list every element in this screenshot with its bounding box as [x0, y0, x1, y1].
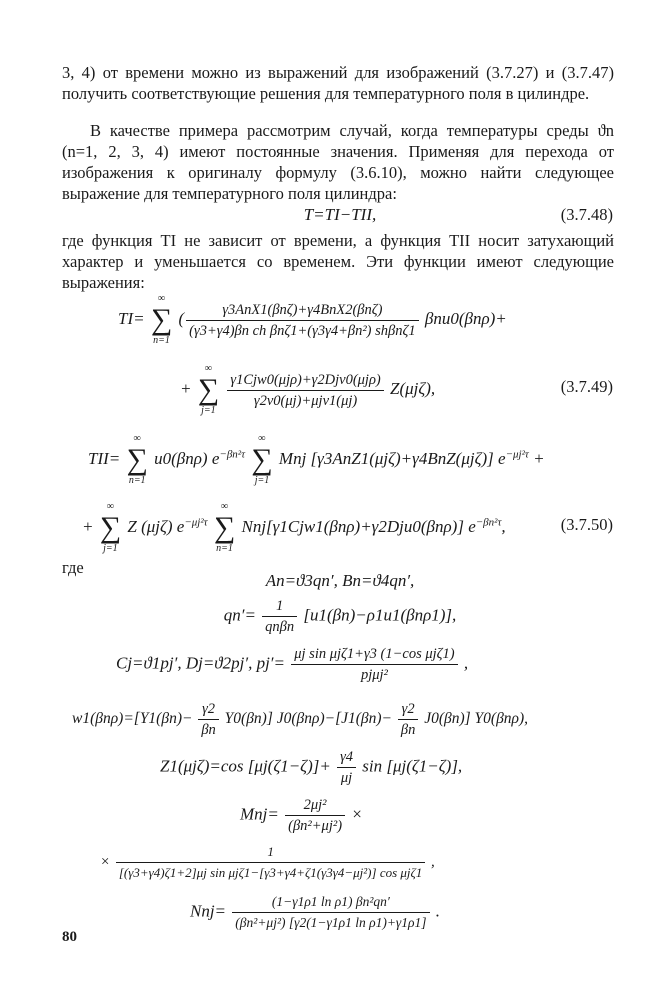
definition-part: w1(βnρ)=[Y1(βn)−	[72, 710, 193, 728]
definition-tail: [u1(βn)−ρ1u1(βnρ1)],	[303, 605, 457, 625]
fraction-denominator: βn	[400, 722, 416, 738]
definition-tail: ,	[431, 853, 435, 870]
fraction	[285, 796, 345, 835]
summation-sign: ∞ ∑ j=1	[99, 501, 122, 554]
equation-number-3-7-49: (3.7.49)	[560, 377, 613, 396]
fraction-numerator: γ2	[198, 700, 218, 720]
summation-sign: ∞ ∑ n=1	[126, 433, 148, 486]
where-label: где	[62, 558, 84, 577]
exponent: −βn²τ	[475, 516, 502, 529]
fraction	[262, 597, 297, 636]
paragraph-continuation	[62, 62, 614, 104]
equation-tail: βnu0(βnρ)+	[424, 308, 507, 328]
sum-upper-limit: ∞	[133, 433, 141, 444]
paragraph-1-text: 3, 4) от времени можно из выражений для изображений (3.7.27) и (3.7.47) получить соответствующие решения для температурного поля в цилиндре.	[62, 63, 614, 103]
fraction-numerator: 2μj²	[285, 796, 345, 816]
paragraph-2-text: В качестве примера рассмотрим случай, когда температуры среды ϑn (n=1, 2, 3, 4) имеют постоянные значения. Применяя для перехода от изображения к оригиналу формулу (3.6.10), можно найти следующее выражение для температурного поля цилиндра:	[62, 121, 614, 203]
definition-text: An=ϑ3qn′, Bn=ϑ4qn′,	[265, 571, 415, 590]
equation-part: Nnj[γ1Cjw1(βnρ)+γ2Dju0(βnρ)] e	[241, 516, 476, 536]
fraction-denominator: βn	[201, 722, 216, 738]
equation-tail: ,	[501, 516, 506, 536]
fraction-numerator: 1	[262, 597, 297, 617]
paragraph-functions	[62, 230, 614, 293]
definition-lhs: Cj=ϑ1pj′, Dj=ϑ2pj′, pj′=	[116, 653, 285, 673]
exponent: −μj²τ	[505, 448, 529, 461]
equation-3-7-49-line-1: TI= ∞ ∑ n=1 ( $\frac{\text{γ3AnX1(βnζ)+γ4BnX2(βnζ)}}{\text{(γ3+γ4)βn ch βnζ1+(γ3γ4+βn²) shβnζ1}}$ βnu0(βnρ)+	[118, 293, 507, 346]
fraction-numerator: γ2	[398, 700, 418, 720]
summation-sign: ∞ ∑ n=1	[213, 501, 236, 554]
sum-upper-limit: ∞	[157, 293, 166, 304]
fraction	[232, 893, 429, 932]
definition-part: Z1(μjζ)=cos [μj(ζ1−ζ)]+	[160, 756, 331, 776]
fraction-denominator: μj	[340, 770, 353, 786]
definition-z1	[160, 748, 665, 787]
equation-tail: +	[533, 448, 545, 468]
sum-lower-limit: n=1	[216, 543, 233, 554]
definition-m-continued	[100, 843, 660, 882]
equation-lhs: TII=	[88, 448, 121, 468]
equation-number-3-7-50: (3.7.50)	[560, 515, 613, 534]
summation-sign: ∞ ∑ j=1	[251, 433, 273, 486]
equation-lead: +	[82, 516, 94, 536]
equation-number-3-7-48: (3.7.48)	[560, 205, 613, 224]
summation-sign: ∞ ∑ j=1	[197, 363, 220, 416]
fraction-numerator: μj sin μjζ1+γ3 (1−cos μjζ1)	[291, 645, 457, 665]
definition-part: Y0(βn)] J0(βnρ)−[J1(βn)−	[224, 710, 392, 728]
definition-m	[240, 796, 665, 835]
equation-3-7-48	[60, 204, 620, 226]
definition-tail: ×	[351, 804, 363, 824]
equation-part: Mnj [γ3AnZ1(μjζ)+γ4BnZ(μjζ)] e	[278, 448, 506, 468]
fraction-numerator: γ4	[337, 748, 356, 768]
fraction	[186, 301, 418, 340]
fraction	[227, 371, 383, 410]
definition-tail: .	[435, 901, 440, 921]
fraction-numerator: 1	[116, 843, 425, 863]
sum-upper-limit: ∞	[220, 501, 229, 512]
fraction	[337, 748, 356, 787]
fraction-denominator: (γ3+γ4)βn ch βnζ1+(γ3γ4+βn²) shβnζ1	[189, 322, 416, 339]
sum-lower-limit: n=1	[128, 475, 146, 486]
equation-lead: +	[180, 378, 192, 398]
summation-sign: ∞ ∑ n=1	[150, 293, 173, 346]
fraction	[198, 700, 218, 739]
definition-w1	[72, 700, 632, 739]
definition-part: J0(βn)] Y0(βnρ),	[424, 710, 529, 728]
equation-lhs: TI=	[118, 308, 145, 328]
sum-lower-limit: j=1	[201, 405, 216, 416]
equation-3-7-48-body: T=TI−TII,	[303, 205, 377, 224]
sum-upper-limit: ∞	[106, 501, 114, 512]
fraction	[116, 843, 425, 882]
exponent: −βn²τ	[219, 448, 246, 461]
equation-part: u0(βnρ) e	[154, 448, 220, 468]
paragraph-example	[62, 120, 614, 204]
equation-part: Z (μjζ) e	[127, 516, 185, 536]
equation-3-7-50-line-2	[82, 500, 642, 556]
definition-lhs: Nnj=	[190, 901, 227, 921]
equation-tail: Z(μjζ),	[390, 378, 436, 398]
definition-lhs: qn′=	[223, 605, 256, 625]
exponent: −μj²τ	[184, 516, 208, 529]
fraction-denominator: [(γ3+γ4)ζ1+2]μj sin μjζ1−[γ3+γ4+ζ1(γ3γ4−μj²)] cos μjζ1	[118, 865, 423, 880]
sum-upper-limit: ∞	[204, 363, 212, 374]
definition-c-d-p	[116, 645, 665, 684]
sum-lower-limit: j=1	[254, 475, 270, 486]
fraction-denominator: qnβn	[265, 619, 295, 635]
paragraph-3-text: где функция TI не зависит от времени, а функция TII носит затухающий характер и уменьшается со временем. Эти функции имеют следующие выражения:	[62, 231, 614, 292]
fraction-denominator: γ2v0(μj)+μjv1(μj)	[253, 392, 358, 409]
sum-lower-limit: n=1	[153, 335, 170, 346]
definition-lead: ×	[100, 853, 111, 870]
fraction-denominator: (βn²+μj²)	[288, 818, 343, 834]
fraction-denominator: (βn²+μj²) [γ2(1−γ1ρ1 ln ρ1)+γ1ρ1]	[235, 915, 427, 930]
definition-lhs: Mnj=	[240, 804, 279, 824]
sum-upper-limit: ∞	[258, 433, 266, 444]
equation-3-7-50-line-1	[88, 432, 648, 488]
definition-tail: ,	[463, 653, 469, 673]
fraction-numerator: γ3AnX1(βnζ)+γ4BnX2(βnζ)	[186, 301, 418, 321]
definition-part: sin [μj(ζ1−ζ)],	[362, 756, 463, 776]
definition-a-b	[60, 570, 620, 592]
definition-q	[60, 597, 620, 636]
fraction-denominator: pjμj²	[360, 667, 388, 683]
sum-lower-limit: j=1	[103, 543, 118, 554]
fraction	[398, 700, 418, 739]
page-number: 80	[62, 929, 77, 945]
fraction-numerator: γ1Cjw0(μjρ)+γ2Djv0(μjρ)	[227, 371, 383, 391]
fraction-numerator: (1−γ1ρ1 ln ρ1) βn²qn′	[232, 893, 429, 913]
definition-n	[190, 893, 665, 932]
fraction	[291, 645, 457, 684]
